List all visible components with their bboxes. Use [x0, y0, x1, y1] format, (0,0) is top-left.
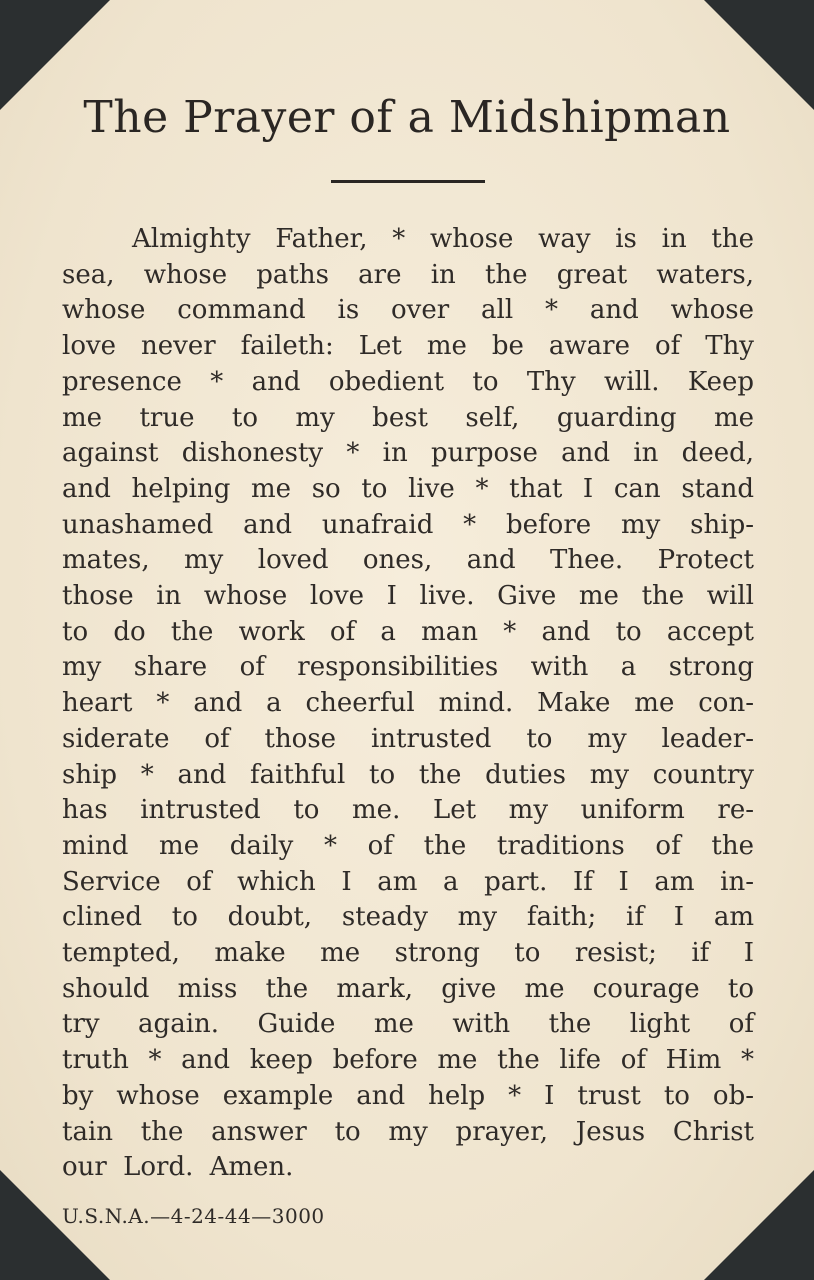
photo-corner-bottom-right [704, 1170, 814, 1280]
page-title: The Prayer of a Midshipman [83, 92, 731, 143]
print-code: U.S.N.A.—4-24-44—3000 [62, 1204, 325, 1228]
prayer-line: my share of responsibilities with a strong [62, 652, 754, 683]
prayer-line: against dishonesty * in purpose and in deed, [62, 438, 754, 469]
prayer-line: whose command is over all * and whose [62, 295, 754, 326]
prayer-line: sea, whose paths are in the great waters, [62, 259, 754, 290]
prayer-line: Service of which I am a part. If I am in- [62, 866, 754, 897]
prayer-line: mates, my loved ones, and Thee. Protect [62, 545, 754, 576]
prayer-line: by whose example and help * I trust to ob- [62, 1080, 754, 1111]
prayer-line: should miss the mark, give me courage to [62, 973, 754, 1004]
prayer-line: try again. Guide me with the light of [62, 1009, 754, 1040]
prayer-line: truth * and keep before me the life of Him * [62, 1045, 754, 1076]
prayer-line: heart * and a cheerful mind. Make me con- [62, 688, 754, 719]
prayer-line: me true to my best self, guarding me [62, 402, 754, 433]
prayer-line: clined to doubt, steady my faith; if I am [62, 902, 754, 933]
prayer-line: siderate of those intrusted to my leader- [62, 723, 754, 754]
prayer-line: tain the answer to my prayer, Jesus Christ [62, 1116, 754, 1147]
prayer-line: love never faileth: Let me be aware of Thy [62, 331, 754, 362]
prayer-line: mind me daily * of the traditions of the [62, 830, 754, 861]
prayer-line: has intrusted to me. Let my uniform re- [62, 795, 754, 826]
prayer-text [62, 222, 754, 1186]
title-divider [331, 180, 485, 183]
prayer-line: our Lord. Amen. [62, 1152, 294, 1183]
prayer-line: unashamed and unafraid * before my ship- [62, 509, 754, 540]
prayer-line: Almighty Father, * whose way is in the [132, 224, 754, 254]
prayer-line: tempted, make me strong to resist; if I [62, 938, 754, 969]
prayer-line: to do the work of a man * and to accept [62, 616, 754, 647]
prayer-line: and helping me so to live * that I can stand [62, 473, 754, 504]
prayer-line: those in whose love I live. Give me the will [62, 581, 754, 612]
prayer-line: presence * and obedient to Thy will. Keep [62, 366, 754, 397]
prayer-line: ship * and faithful to the duties my country [62, 759, 754, 790]
